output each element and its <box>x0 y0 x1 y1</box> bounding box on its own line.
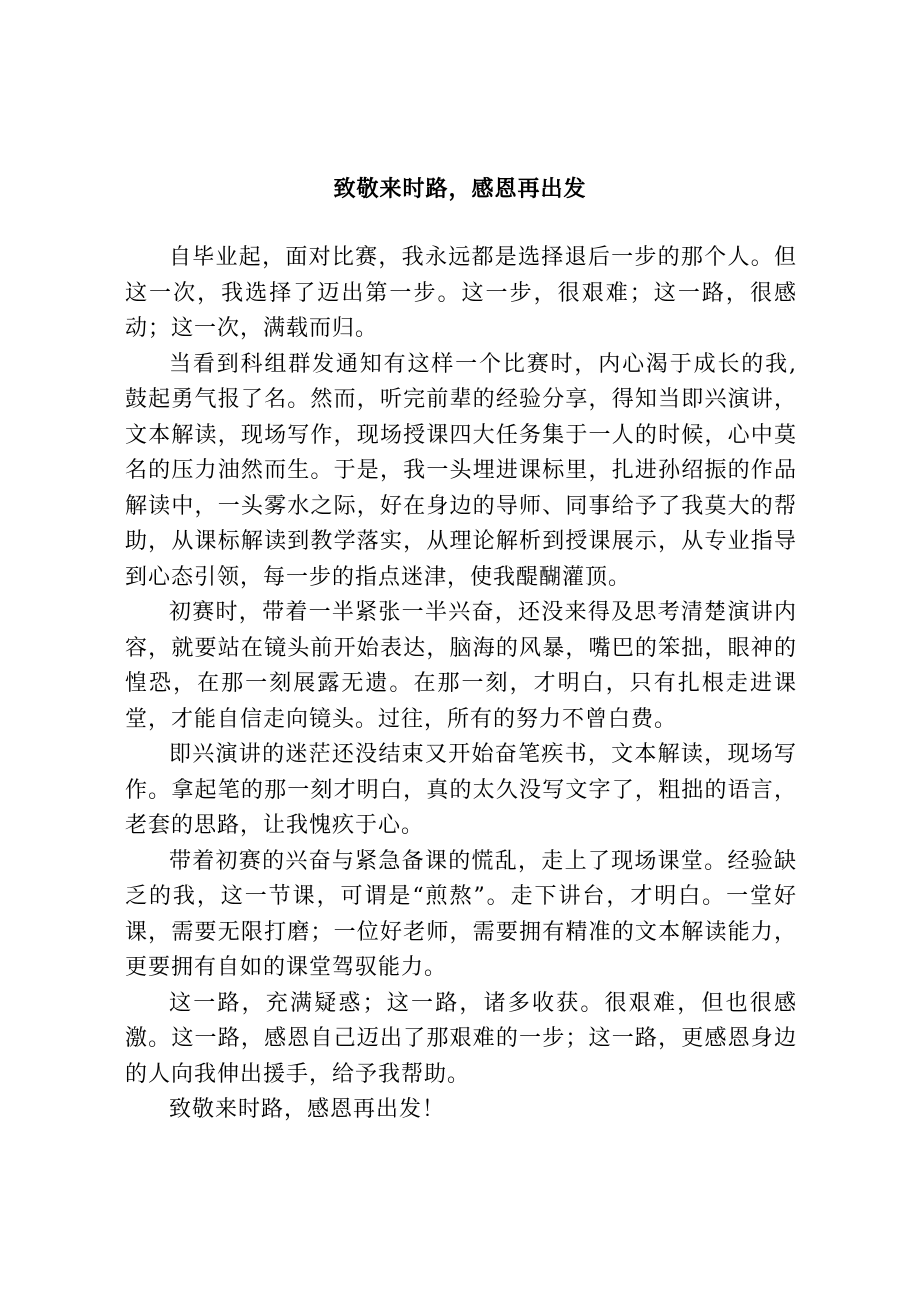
paragraph: 带着初赛的兴奋与紧急备课的慌乱，走上了现场课堂。经验缺乏的我，这一节课，可谓是“煎熬”。走下讲台，才明白。一堂好课，需要无限打磨；一位好老师，需要拥有精准的文本解读能力，更要拥有自如的课堂驾驭能力。 <box>125 848 797 980</box>
paragraph: 致敬来时路，感恩再出发！ <box>169 1097 446 1122</box>
paragraph: 当看到科组群发通知有这样一个比赛时，内心渴于成长的我,鼓起勇气报了名。然而，听完前辈的经验分享，得知当即兴演讲，文本解读，现场写作，现场授课四大任务集于一人的时候，心中莫名的压力油然而生。于是，我一头埋进课标里，扎进孙绍振的作品解读中，一头雾水之际，好在身边的导师、同事给予了我莫大的帮助，从课标解读到教学落实，从理论解析到授课展示，从专业指导到心态引领，每一步的指点迷津，使我醍醐灌顶。 <box>125 351 797 590</box>
document-title: 致敬来时路，感恩再出发 <box>333 176 587 202</box>
paragraph: 即兴演讲的迷茫还没结束又开始奋笔疾书，文本解读，现场写作。拿起笔的那一刻才明白，真的太久没写文字了，粗拙的语言，老套的思路，让我愧疚于心。 <box>125 742 797 838</box>
paragraph: 这一路，充满疑惑；这一路，诸多收获。很艰难，但也很感激。这一路，感恩自己迈出了那艰难的一步；这一路，更感恩身边的人向我伸出援手，给予我帮助。 <box>125 990 797 1087</box>
paragraph: 初赛时，带着一半紧张一半兴奋，还没来得及思考清楚演讲内容，就要站在镜头前开始表达，脑海的风暴，嘴巴的笨拙，眼神的惶恐，在那一刻展露无遗。在那一刻，才明白，只有扎根走进课堂，才能自信走向镜头。过往，所有的努力不曾白费。 <box>125 600 797 732</box>
document-body <box>125 240 797 1128</box>
paragraph: 自毕业起，面对比赛，我永远都是选择退后一步的那个人。但这一次，我选择了迈出第一步。这一步，很艰难；这一路，很感动；这一次，满载而归。 <box>125 245 797 341</box>
